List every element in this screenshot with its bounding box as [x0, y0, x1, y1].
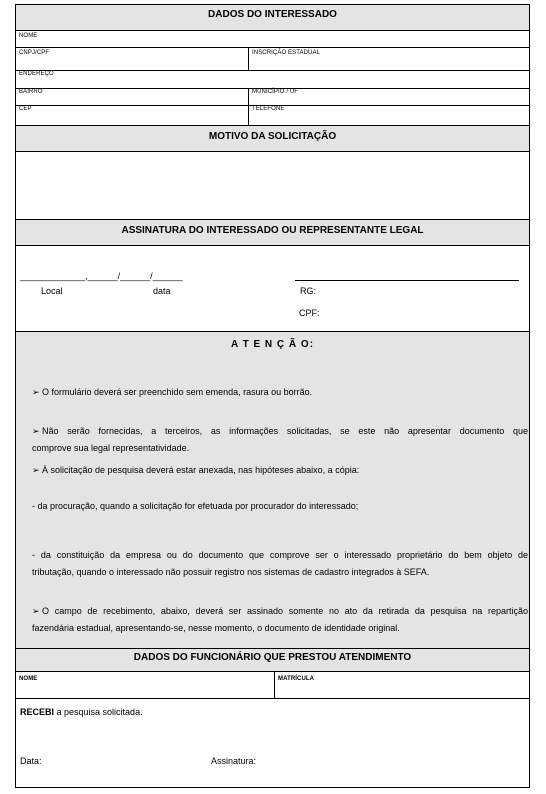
rg-label: RG:: [300, 286, 317, 296]
divider: [16, 698, 529, 699]
atencao-item-4: ➢ O campo de recebimento, abaixo, deverá ser assinado somente no ato da retirada da pesquisa na repartição fazendária estadual, apresentando-se, nesse momento, o documento de identidade original.: [32, 603, 528, 637]
recebi-statement: RECEBI a pesquisa solicitada.: [20, 707, 143, 717]
field-cnpj-cpf[interactable]: CNPJ/CPF: [19, 50, 50, 56]
local-data-line[interactable]: _____________,______/______/______: [20, 271, 183, 281]
divider: [16, 47, 529, 48]
divider: [248, 47, 249, 70]
section-header-funcionario: DADOS DO FUNCIONÁRIO QUE PRESTOU ATENDIMENTO: [16, 649, 529, 671]
request-form: [15, 4, 530, 788]
field-nome[interactable]: NOME: [19, 33, 38, 39]
motivo-textarea[interactable]: [16, 152, 529, 219]
field-telefone[interactable]: TELEFONE: [252, 106, 285, 112]
arrow-bullet-icon: ➢: [32, 465, 40, 475]
divider: [16, 245, 529, 246]
field-bairro[interactable]: BAIRRO: [19, 89, 43, 95]
receipt-signature-field[interactable]: Assinatura:: [211, 756, 257, 766]
divider: [16, 70, 529, 71]
local-label: Local: [41, 286, 63, 296]
signature-line[interactable]: [295, 280, 519, 281]
arrow-bullet-icon: ➢: [32, 426, 40, 436]
section-header-motivo: MOTIVO DA SOLICITAÇÃO: [16, 126, 529, 151]
section-header-assinatura: ASSINATURA DO INTERESSADO OU REPRESENTANTE LEGAL: [16, 220, 529, 245]
atencao-sub-2: - da constituição da empresa ou do documento que comprove ser o interessado proprietário do bem objeto de tributação, quando o interessado não possuir registro nos sistemas de cadastro integrados à SEFA.: [32, 550, 528, 577]
atencao-item-1: ➢ O formulário deverá ser preenchido sem emenda, rasura ou borrão.: [32, 384, 526, 401]
atencao-item-2: ➢ Não serão fornecidas, a terceiros, as informações solicitadas, se este não apresentar documento que comprove sua legal representatividade.: [32, 423, 528, 457]
divider: [248, 88, 249, 126]
receipt-date-field[interactable]: Data:: [20, 756, 42, 766]
atencao-section: [16, 332, 529, 648]
field-funcionario-nome[interactable]: NOME: [19, 676, 38, 682]
atencao-sub-1: - da procuração, quando a solicitação for efetuada por procurador do interessado;: [32, 501, 359, 511]
arrow-bullet-icon: ➢: [32, 387, 40, 397]
field-municipio-uf[interactable]: MUNICÍPIO / UF: [252, 89, 299, 95]
field-cep[interactable]: CEP: [19, 106, 32, 112]
divider: [274, 671, 275, 698]
atencao-title: A T E N Ç Ã O:: [230, 339, 315, 350]
section-header-interessado: DADOS DO INTERESSADO: [16, 5, 529, 30]
cpf-label: CPF:: [299, 308, 320, 318]
field-inscricao-estadual[interactable]: INSCRIÇÃO ESTADUAL: [252, 50, 321, 56]
data-label: data: [153, 286, 171, 296]
arrow-bullet-icon: ➢: [32, 606, 40, 616]
divider: [16, 671, 529, 672]
field-endereco[interactable]: ENDEREÇO: [19, 71, 54, 77]
atencao-item-3: ➢ À solicitação de pesquisa deverá estar anexada, nas hipóteses abaixo, a cópia:: [32, 462, 526, 479]
divider: [16, 30, 529, 31]
field-matricula[interactable]: MATRÍCULA: [278, 676, 315, 682]
